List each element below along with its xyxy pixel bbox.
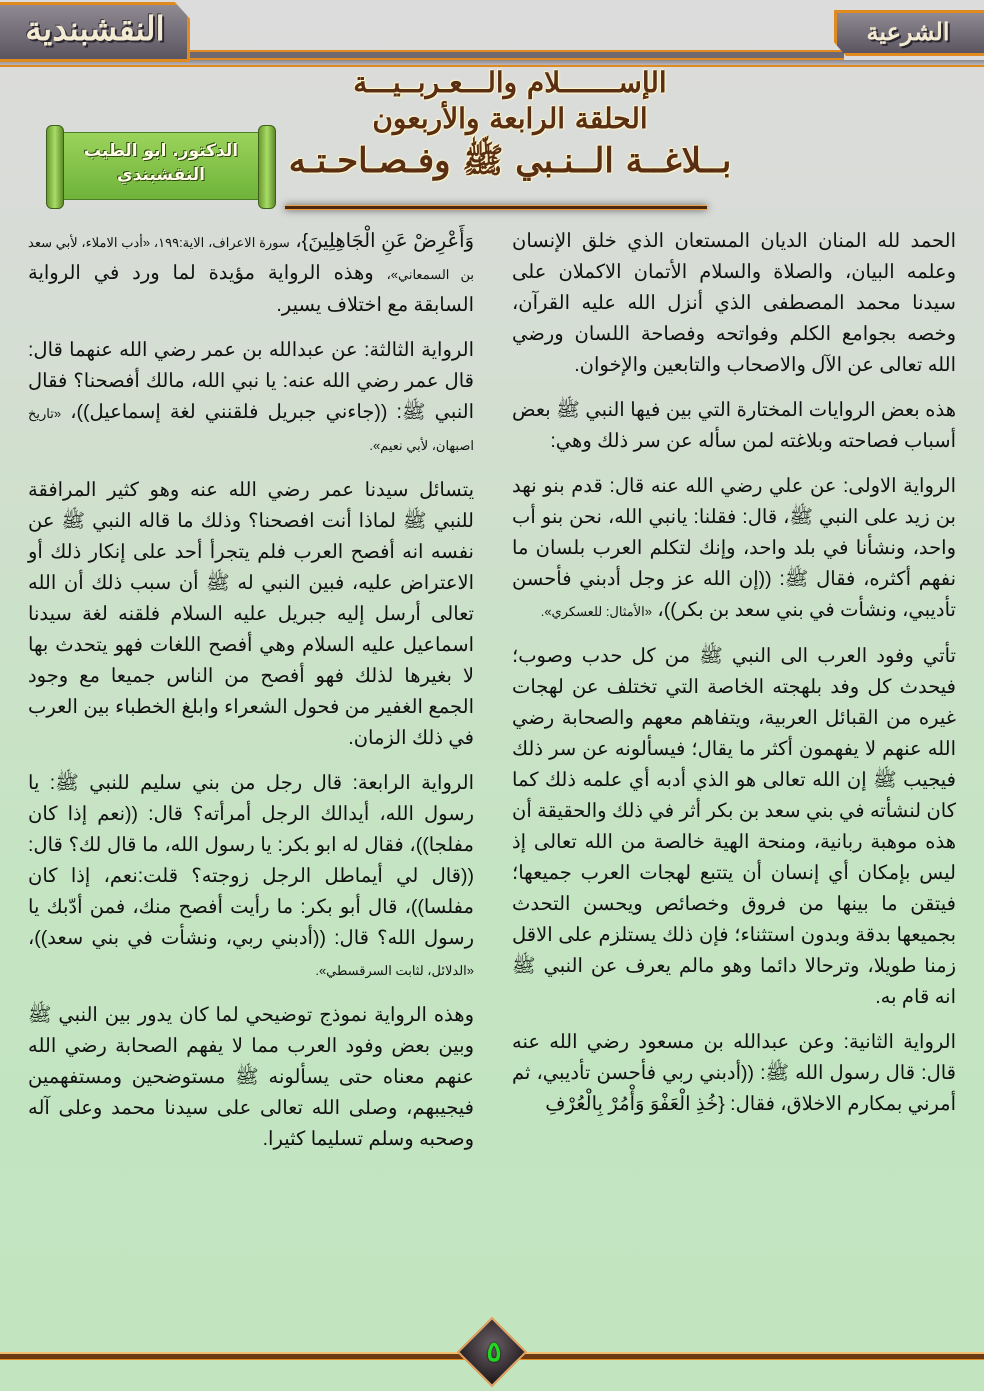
author-name: الدكتور. ابو الطيب النقشبندي	[83, 141, 239, 185]
magazine-name: النقشبندية	[25, 9, 165, 48]
author-scroll-banner	[55, 132, 267, 200]
paragraph-narration-2	[512, 1027, 956, 1120]
paragraph-text: وَأَعْرِضْ عَنِ الْجَاهِلِينَ}،	[289, 230, 475, 252]
paragraph-narration-2-cont	[28, 226, 474, 321]
citation: «الأمثال: للعسكري».	[540, 604, 652, 619]
paragraph-intro	[512, 226, 956, 381]
header-rule	[180, 50, 844, 60]
paragraph-narration-3	[28, 335, 474, 461]
citation: «الدلائل، لثابت السرقسطي».	[315, 963, 474, 978]
citation: سورة الاعراف، الاية:١٩٩، «أدب الاملاء، لأبي سعد بن السمعاني»،	[28, 235, 474, 282]
paragraph-overview	[512, 395, 956, 457]
paragraph-text: هذه بعض الروايات المختارة التي بين فيها النبي ﷺ بعض أسباب فصاحته وبلاغته لمن سأله عن سر ذلك وهي:	[512, 399, 956, 452]
paragraph-text: الرواية الثالثة: عن عبدالله بن عمر رضي الله عنهما قال: قال عمر رضي الله عنه: يا نبي الله، مالك أفصحنا؟ فقال النبي ﷺ: ((جاءني جبريل فلقنني لغة إسماعيل))،	[28, 339, 474, 423]
episode-title: الحلقة الرابعة والأربعون	[372, 102, 648, 135]
paragraph-text: وهذه الرواية مؤيدة لما ورد في الرواية السابقة مع اختلاف يسير.	[28, 262, 474, 316]
paragraph-text: الرواية الرابعة: قال رجل من بني سليم للنبي ﷺ: يا رسول الله، أيدالك الرجل أمرأته؟ قال: ((نعم إذا كان مفلجا))، فقال له ابو بكر: يا رسول الله، ما قال لك؟ قال: ((قال لي أيماطل الرجل زوجته؟ قلت:نعم، إذا كان مفلسا))، قال أبو بكر: ما رأيت أفصح منك، فمن أدّبك يا رسول الله؟ قال: ((أدبني ربي، ونشأت في بني سعد))،	[28, 772, 474, 949]
page-number: ٥	[486, 1336, 502, 1367]
citation: «تاريخ اصبهان، لأبي نعيم».	[28, 406, 474, 453]
section-name: الشرعية	[866, 17, 950, 46]
left-column	[28, 226, 474, 1169]
paragraph-text: الرواية الثانية: وعن عبدالله بن مسعود رضي الله عنه قال: قال رسول الله ﷺ: ((أدبني ربي فأحسن تأديبي، ثم أمرني بمكارم الاخلاق، فقال: {خُذِ الْعَفْوَ وَأْمُرْ بِالْعُرْفِ	[512, 1031, 956, 1115]
paragraph-text: تأتي وفود العرب الى النبي ﷺ من كل حدب وصوب؛ فيحدث كل وفد بلهجته الخاصة التي تختلف عن لهجات غيره من القبائل العربية، ويتفاهم معهم والصحابة رضي الله عنهم لا يفهمون أكثر ما يقال؛ فيسألونه عن سر ذلك فيجيب ﷺ إن الله تعالى هو الذي أدبه أي علمه ذلك كما كان لنشأته في بني سعد بن بكر أثر في ذلك والحقيقة أن هذه موهبة ربانية، ومنحة الهية خالصة من الله تعالى إذ ليس بإمكان أي إنسان أن يتتبع لهجات العرب جميعها؛ فيتقن ما بينها من فروق وخصائص ويحسن التحدث بجميعها بدقة وبدون استثناء؛ فإن ذلك يستلزم على الاقل زمنا طويلا، وترحالا دائما وهو مالم يعرف عن النبي ﷺ انه قام به.	[512, 645, 956, 1008]
paragraph-text: وهذه الرواية نموذج توضيحي لما كان يدور بين النبي ﷺ وبين بعض وفود العرب مما لا يفهم الصحابة رضي الله عنهم معناه حتى يسألونه ﷺ مستوضحين ومستفهمين فيجيبهم، وصلى الله تعالى على سيدنا محمد وعلى آله وصحبه وسلم تسليما كثيرا.	[28, 1004, 474, 1150]
right-column	[512, 226, 956, 1134]
series-title: الإســـــــلام والـــعـربــيـــة	[353, 66, 667, 99]
title-divider	[285, 205, 707, 210]
paragraph-narration-4	[28, 768, 474, 986]
paragraph-commentary-1	[512, 641, 956, 1013]
paragraph-text: الرواية الاولى: عن علي رضي الله عنه قال: قدم بنو نهد بن زيد على النبي ﷺ، قال: فقلنا: يانبي الله، نحن بنو أب واحد، ونشأنا في بلد واحد، وإنك لتكلم العرب بلسان ما نفهم أكثره، فقال ﷺ: ((إن الله عز وجل أدبني فأحسن تأديبي، ونشأت في بني سعد بن بكر))،	[512, 475, 956, 621]
paragraph-commentary-3	[28, 475, 474, 754]
paragraph-narration-1	[512, 471, 956, 627]
paragraph-text: يتسائل سيدنا عمر رضي الله عنه وهو كثير المرافقة للنبي ﷺ لماذا أنت افصحنا؟ وذلك ما قاله النبي ﷺ عن نفسه انه أفصح العرب فلم يتجرأ أحد على إنكار ذلك أو الاعتراض عليه، فبين النبي له ﷺ أن سبب ذلك أن الله تعالى أرسل إليه جبريل عليه السلام فلقنه لغة سيدنا اسماعيل عليه السلام وهي أفصح اللغات فهو يتحدث بها لا بغيرها لذلك فهو أفصح من الناس جميعا مع وجود الجمع الغفير من فحول الشعراء وابلغ الخطباء بين العرب في ذلك الزمان.	[28, 479, 474, 749]
article-title: بــلاغــة الــنـبي ﷺ وفـصـاحـتـه	[288, 141, 732, 181]
paragraph-text: الحمد لله المنان الديان المستعان الذي خلق الإنسان وعلمه البيان، والصلاة والسلام الأتمان الاكملان على سيدنا محمد المصطفى الذي أنزل الله عليه القرآن، وخصه بجوامع الكلم وفواتحه وفصاحة اللسان ورضي الله تعالى عن الآل والاصحاب والتابعين والإخوان.	[512, 230, 956, 376]
paragraph-conclusion	[28, 1000, 474, 1155]
